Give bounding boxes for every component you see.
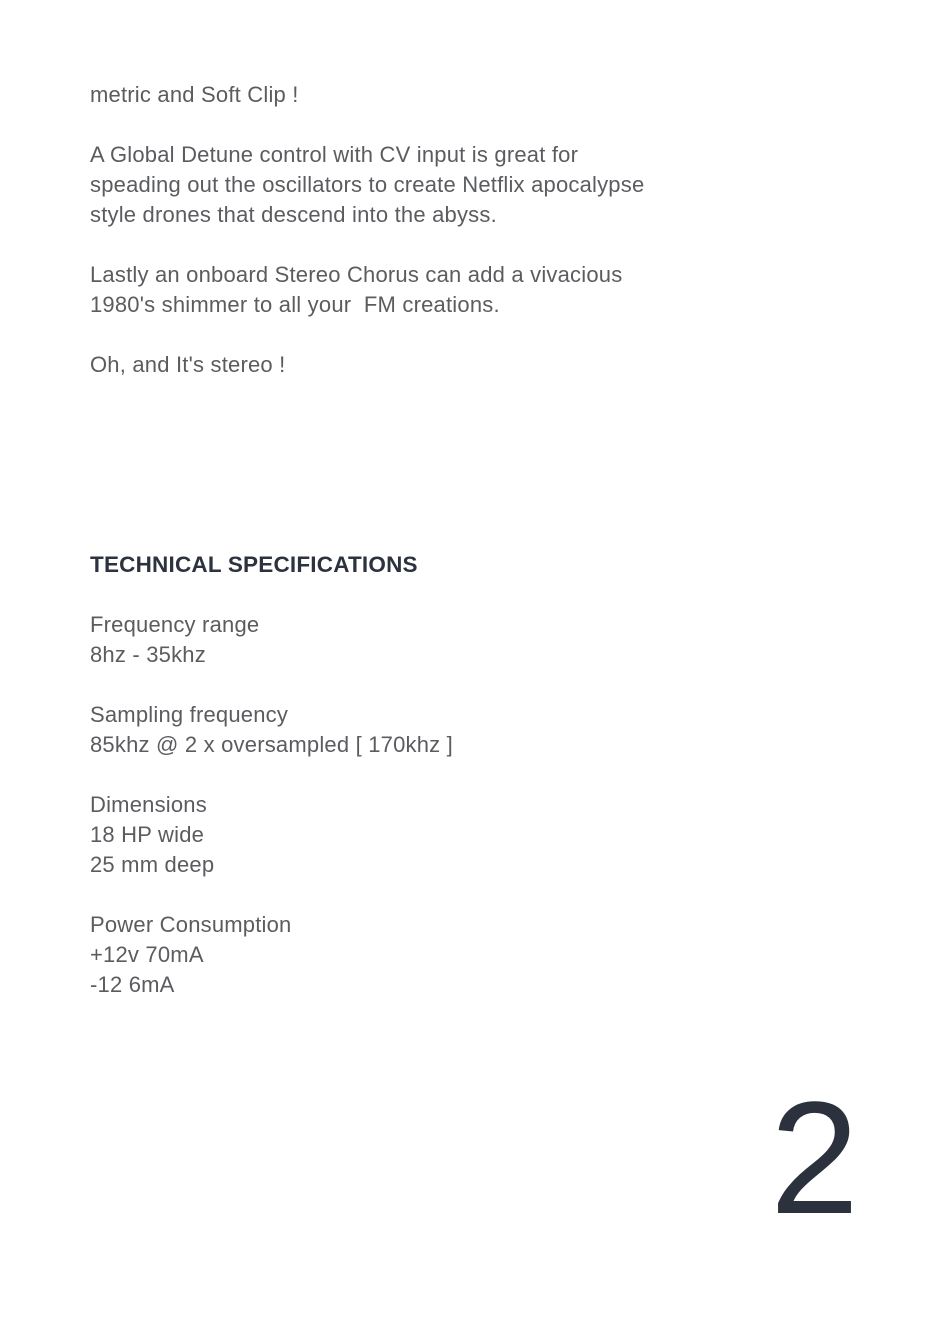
intro-paragraph <box>90 80 790 110</box>
spec-group-sampling-frequency <box>90 700 790 760</box>
paragraph-line: A Global Detune control with CV input is great for <box>90 142 579 167</box>
paragraph-line: Oh, and It's stereo ! <box>90 352 286 377</box>
spec-label: Sampling frequency <box>90 702 289 727</box>
spec-group-frequency-range <box>90 610 790 670</box>
paragraph-line: 1980's shimmer to all your FM creations. <box>90 292 500 317</box>
spec-value: 25 mm deep <box>90 852 215 877</box>
intro-paragraph <box>90 140 790 230</box>
page-content <box>90 80 790 1030</box>
paragraph-line: speading out the oscillators to create Netflix apocalypse <box>90 172 645 197</box>
spec-label: Frequency range <box>90 612 260 637</box>
spec-group-dimensions <box>90 790 790 880</box>
intro-paragraph <box>90 260 790 320</box>
spec-label: Power Consumption <box>90 912 292 937</box>
spec-group-power-consumption <box>90 910 790 1000</box>
spec-label: Dimensions <box>90 792 207 817</box>
spec-value: 8hz - 35khz <box>90 642 206 667</box>
page-number: 2 <box>770 1068 859 1247</box>
paragraph-line: style drones that descend into the abyss. <box>90 202 497 227</box>
spec-value: -12 6mA <box>90 972 175 997</box>
spec-value: +12v 70mA <box>90 942 204 967</box>
specs-section-heading: TECHNICAL SPECIFICATIONS <box>90 552 418 577</box>
paragraph-line: Lastly an onboard Stereo Chorus can add a vivacious <box>90 262 623 287</box>
spec-value: 85khz @ 2 x oversampled [ 170khz ] <box>90 732 453 757</box>
spec-value: 18 HP wide <box>90 822 205 847</box>
paragraph-line: metric and Soft Clip ! <box>90 82 299 107</box>
intro-paragraph <box>90 350 790 380</box>
